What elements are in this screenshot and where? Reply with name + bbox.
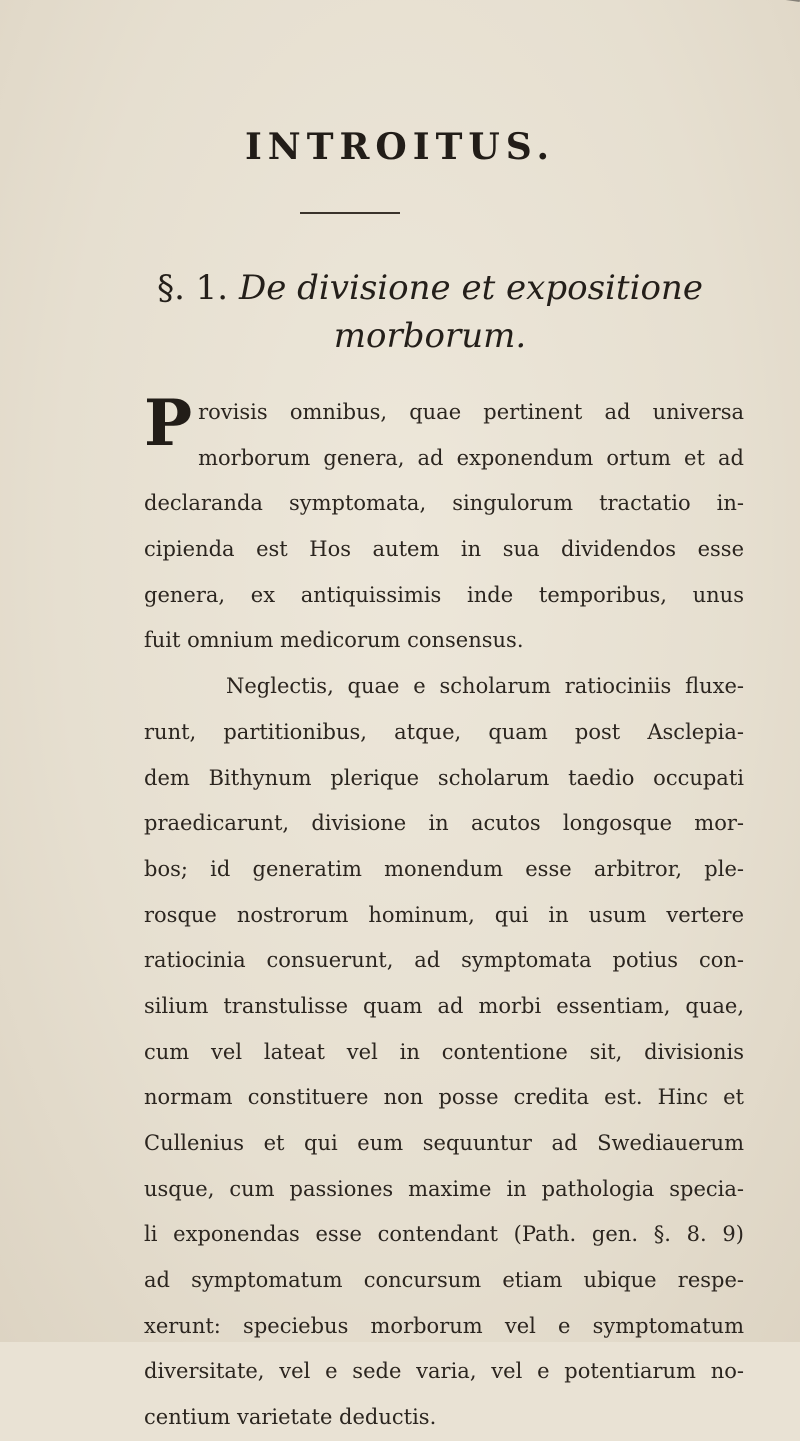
text-line: Neglectis, quae e scholarum ratiociniis fluxe- <box>226 674 744 699</box>
text-line: diversitate, vel e sede varia, vel e potentiarum no- <box>144 1359 744 1384</box>
body-text <box>144 386 744 1441</box>
text-line: cipienda est Hos autem in sua dividendos esse <box>144 537 744 562</box>
text-line: silium transtulisse quam ad morbi essentiam, quae, <box>144 993 744 1018</box>
text-line: rovisis omnibus, quae pertinent ad universa <box>198 400 744 424</box>
text-line: xerunt: speciebus morborum vel e symptomatum <box>144 1313 744 1338</box>
section-heading-line2: morborum. <box>333 316 527 356</box>
text-line: dem Bithynum plerique scholarum taedio occupati <box>144 765 744 790</box>
text-line: praedicarunt, divisione in acutos longosque mor- <box>144 811 744 836</box>
text-line: fuit omnium medicorum consensus. <box>144 628 524 653</box>
title-rule <box>300 212 400 214</box>
text-line: declaranda symptomata, singulorum tractatio in- <box>144 491 744 516</box>
text-line: runt, partitionibus, atque, quam post Asclepia- <box>144 719 744 744</box>
section-number: §. 1. <box>157 268 229 308</box>
drop-cap: P <box>144 386 193 461</box>
text-line: ratiocinia consuerunt, ad symptomata potius con- <box>144 948 744 973</box>
text-line: usque, cum passiones maxime in pathologia specia- <box>144 1176 744 1201</box>
paragraph-1 <box>144 386 744 664</box>
text-line: morborum genera, ad exponendum ortum et ad <box>198 445 744 470</box>
section-heading-text: De divisione et expositione <box>238 268 703 308</box>
text-line: centium varietate deductis. <box>144 1405 437 1430</box>
page-title: INTROITUS. <box>244 126 556 168</box>
text-line: li exponendas esse contendant (Path. gen. §. 8. 9) <box>144 1222 744 1247</box>
text-line: cum vel lateat vel in contentione sit, divisionis <box>144 1039 744 1064</box>
section-heading-line1 <box>150 268 710 308</box>
text-line: Cullenius et qui eum sequuntur ad Swediauerum <box>144 1131 744 1155</box>
text-line: rosque nostrorum hominum, qui in usum vertere <box>144 902 744 927</box>
text-line: normam constituere non posse credita est. Hinc et <box>144 1085 744 1110</box>
paragraph-2 <box>144 664 744 1441</box>
text-line: genera, ex antiquissimis inde temporibus, unus <box>144 582 744 607</box>
page-corner-curl <box>675 0 800 42</box>
text-line: bos; id generatim monendum esse arbitror, ple- <box>144 856 744 881</box>
text-line: ad symptomatum concursum etiam ubique respe- <box>144 1268 744 1293</box>
